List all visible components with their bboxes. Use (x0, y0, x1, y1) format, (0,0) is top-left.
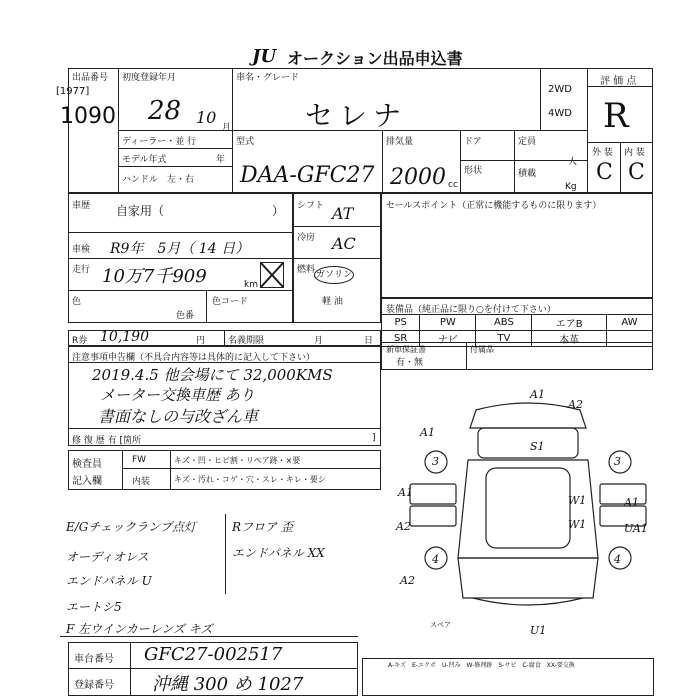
diagram-mark-a1-left: A1 (420, 426, 435, 439)
car-model: DAA-GFC27 (240, 163, 375, 188)
auction-logo: JU (252, 46, 277, 67)
notes-label: 注意事項申告欄（不具合内容等は具体的に記入して下さい） (72, 353, 316, 363)
cross-mark-icon (261, 263, 283, 287)
interior-label: 内 装 (624, 148, 645, 158)
lot-ref: [1977] (56, 86, 90, 97)
inspector-fw-items: キズ・凹・ヒビ割・リペア跡・×要 (174, 456, 301, 465)
diagram-mark-a2-top: A2 (568, 398, 583, 411)
inspection-label: 車検 (72, 245, 91, 255)
diagram-mark-ua1: UA1 (624, 522, 648, 535)
color-code-label: 色番 (176, 311, 195, 321)
name-period-month: 月 (314, 336, 324, 346)
cc-unit: cc (448, 180, 458, 190)
fuel-label: 燃料 (297, 265, 316, 275)
shift-value: AT (332, 204, 354, 223)
name-period-day: 日 (364, 336, 374, 346)
displacement-value: 2000 (390, 165, 446, 190)
exterior-grade: C (596, 160, 613, 185)
capacity-label: 定員 (518, 137, 537, 147)
plate-label: 登録番号 (74, 680, 114, 691)
inspector-fw: FW (132, 455, 147, 465)
drive-2wd: 2WD (548, 84, 572, 95)
handle-label: ハンドル 左・右 (122, 175, 195, 185)
displacement-label: 排気量 (386, 137, 414, 147)
ownership-label: 付属品 (470, 345, 494, 354)
shift-label: シフト (297, 201, 325, 211)
sales-point-label: セールスポイント（正常に機能するものに限ります） (386, 201, 602, 211)
inspector-note-right-2: エンドパネル XX (232, 546, 325, 560)
repair-history-label: 修 復 歴 有 [箇所 (72, 436, 141, 446)
diagram-mark-a1-mid: A1 (398, 486, 413, 499)
fuel-alt: 軽 油 (322, 297, 343, 307)
dealer-label: ディーラー・並 行 (122, 137, 197, 147)
color-label: 色 (72, 297, 82, 307)
interior-grade: C (628, 160, 645, 185)
recycle-label: R券 (72, 336, 88, 346)
lot-number: 1090 (60, 104, 116, 129)
diagram-mark-3-left: 3 (432, 455, 439, 468)
ac-value: AC (332, 234, 356, 253)
inspector-note-bottom: F 左ウインカーレンズ キズ (66, 622, 213, 636)
page-title: オークション出品申込書 (287, 49, 463, 68)
inspector-note-left-1: E/Gチェックランプ点灯 (66, 520, 197, 534)
registration-month: 10 (196, 108, 217, 127)
notes-line-3: 書面なしの与改ざん車 (98, 407, 259, 426)
registration-year: 28 (148, 96, 182, 126)
mileage-unit: km (244, 280, 258, 290)
diagram-mark-w1-1: W1 (568, 494, 587, 507)
new-car-warranty-value: 有・無 (396, 358, 424, 368)
equip-leather: 本革 (532, 331, 607, 347)
plate-value: 沖縄 300 め 1027 (152, 674, 304, 695)
equip-ps: PS (382, 315, 420, 331)
car-damage-diagram (398, 388, 668, 638)
lot-label: 出品番号 (72, 73, 109, 83)
diagram-mark-a2-mid: A2 (396, 520, 411, 533)
color-code-label-2: 色コード (212, 297, 249, 307)
mileage-label: 走行 (72, 265, 91, 275)
equipment-label: 装備品（純正品に限り○を付けて下さい） (386, 305, 556, 315)
fuel-value: ガソリン (314, 266, 354, 284)
diagram-legend: A-キズ E-エクボ U-凹み W-修理跡 S-サビ C-腐食 XX-要交換 (388, 662, 575, 669)
registration-label: 初度登録年月 (122, 73, 177, 83)
grade-label: 評 価 点 (600, 76, 637, 87)
inspector-note-left-2: オーディオレス (66, 550, 149, 564)
diagram-mark-a2-bottom: A2 (400, 574, 415, 587)
chassis-value: GFC27-002517 (144, 644, 283, 665)
mileage-value: 10万7千909 (102, 266, 207, 287)
model-year-label: モデル年式 (122, 155, 167, 165)
inspector-note-left-3: エンドパネル U (66, 574, 152, 588)
new-car-warranty-label: 新車保証書 (386, 345, 426, 354)
mileage-cross (260, 262, 284, 288)
load-unit: Kg (565, 182, 577, 192)
entry-label: 記入欄 (72, 476, 102, 487)
notes-line-1: 2019.4.5 他会場にて 32,000KMS (92, 366, 333, 384)
diagram-mark-a1-right: A1 (624, 496, 639, 509)
ac-label: 冷房 (297, 233, 316, 243)
equip-airbag: エアB (532, 315, 607, 331)
equip-aw: AW (606, 315, 652, 331)
equip-sr: SR (382, 331, 420, 347)
diagram-mark-u1: U1 (530, 624, 547, 637)
name-period-label: 名義期限 (228, 336, 265, 346)
inspector-interior-items: キズ・汚れ・コゲ・穴・スレ・キレ・要シ (174, 475, 326, 484)
drive-4wd: 4WD (548, 108, 572, 119)
car-name: セレナ (305, 99, 408, 132)
car-name-label: 車名・グレード (236, 73, 300, 83)
history-use-close: ） (272, 204, 285, 218)
inspector-note-right-1: Rフロア 歪 (232, 520, 293, 534)
recycle-value: 10,190 (100, 329, 149, 345)
load-label: 積載 (518, 169, 537, 179)
equip-navi: ナビ (420, 331, 476, 347)
shape-label: 形状 (464, 166, 483, 176)
spare-label: スペア (430, 621, 451, 629)
registration-month-unit: 月 (222, 123, 232, 133)
diagram-mark-a1-top: A1 (530, 388, 545, 401)
grade-score: R (603, 96, 629, 136)
model-label: 型式 (236, 137, 255, 147)
diagram-mark-3-right: 3 (614, 455, 621, 468)
inspector-label: 検査員 (72, 459, 102, 470)
notes-line-2: メーター交換車歴 あり (100, 386, 255, 404)
model-year-unit: 年 (216, 155, 226, 165)
equip-tv: TV (476, 331, 532, 347)
inspection-value: R9年 5月（ 14 日） (110, 241, 250, 257)
capacity-unit: 人 (568, 157, 578, 167)
equip-blank (606, 331, 652, 347)
diagram-mark-w1-2: W1 (568, 518, 587, 531)
equip-pw: PW (420, 315, 476, 331)
chassis-label: 車台番号 (74, 654, 114, 665)
diagram-mark-4-left: 4 (432, 553, 439, 566)
repair-history-close: ] (372, 433, 376, 443)
diagram-mark-s1: S1 (530, 440, 545, 453)
history-use: 自家用（ (116, 204, 165, 218)
exterior-label: 外 装 (592, 148, 613, 158)
diagram-mark-4-right: 4 (614, 553, 621, 566)
inspector-note-left-4: エートシ5 (66, 600, 122, 614)
history-label: 車歴 (72, 201, 91, 211)
equip-abs: ABS (476, 315, 532, 331)
inspector-interior: 内装 (132, 477, 151, 487)
doors-label: ドア (464, 137, 482, 147)
recycle-unit: 円 (196, 336, 206, 346)
